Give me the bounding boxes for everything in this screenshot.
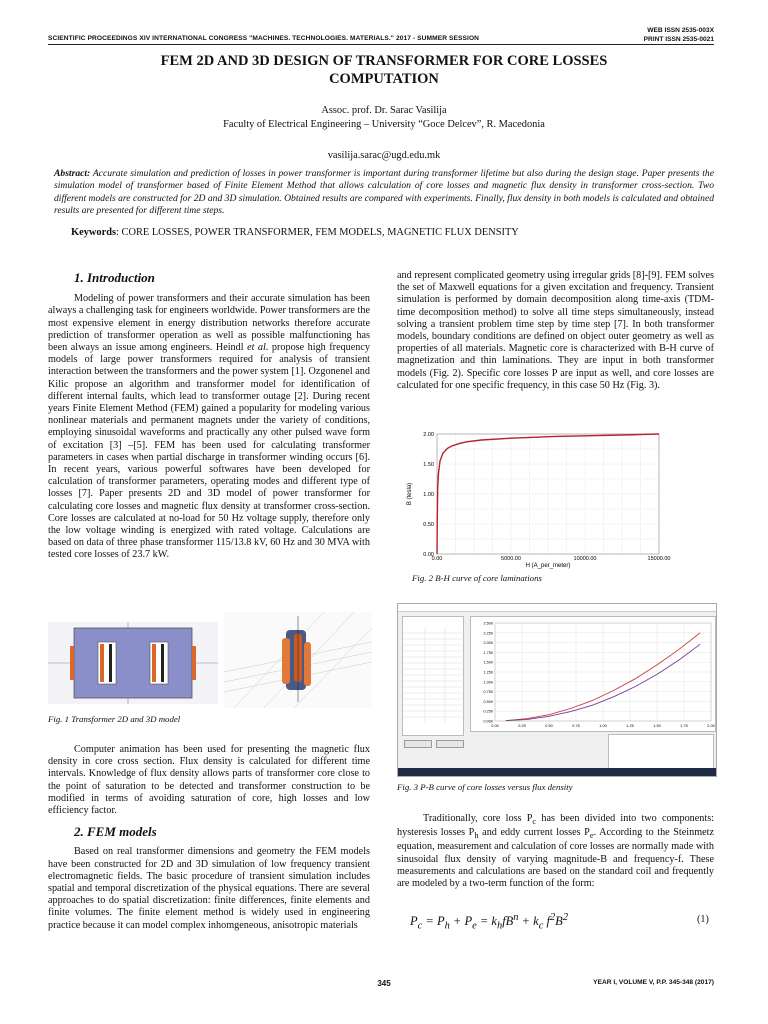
issn-block	[644, 26, 714, 44]
fem-paragraph-1: Based on real transformer dimensions and geometry the FEM models have been constructed for 2D and 3D simulation of low frequency transient electromagnetic fields. The basic procedure of transient simulation includes spatial and temporal discretization of the physical equations. There are several approaches to do spatial discretization: finite differences, finite elements and finite volumes. The finite element method is widely used in engineering practice because it can model complex inhomgeneous, anisotropic materials	[48, 846, 370, 931]
figure-1-3d-model	[224, 612, 372, 708]
pb-x-tick-label: 1.75	[680, 724, 688, 728]
steinmetz-equation: $P_c = P_h + P_e = k_hfB^n + k_c$ $f^2B^2$	[410, 912, 569, 932]
keywords	[71, 227, 714, 238]
paper-title	[60, 52, 708, 88]
figure-2-bh-chart	[397, 426, 671, 570]
header-rule	[48, 44, 714, 45]
pb-x-tick-label: 1.00	[599, 724, 607, 728]
web-issn: WEB ISSN 2535-003X	[647, 27, 714, 34]
core-loss-paragraph: Traditionally, core loss $P_c$ has been divided into two components: hysteresis losses $P_h$ and eddy current losses $P_e$. According to the Steinmetz equation, measurement and calculation of core losses are normally made with sinusoidal flux density of varying magnitude-B and frequency-f. These measurements and calculations are based on the standard coil and frequently are modeled by a two-term function of the form:	[397, 813, 715, 890]
bh-x-tick-label: 5000.00	[501, 556, 521, 562]
intro-paragraph-1: Modeling of power transformers and their accurate simulation has been always a challenging task for engineers worldwide. Power transformers are the most expensive element in energy distribution networks therefore accurate prediction of transformer operation as well as possible malfunctioning has been always an issue among engineers. Heindl et al. propose high frequency models of large power transformers required for analysis of transient interaction between the transformers and the power system [1]. Ozgonenel and Kilic propose an algorithm and transformer model for identification of different internal faults, which lead to transformer outage [2]. During recent years Finite Element Method (FEM) gained a popularity for modeling various nonlinear materials and permanent magnets under the variety of conditions, employing sinusoidal waveforms and practically any other pulsed wave form of excitation [3] –[5]. FEM has been used for calculating transformer parameters in cases when partial discharge in transformer winding occurs [6]. In recent years, various powerful softwares have been developed for calculation of transformer parameters, operating modes and different type of losses [7]. Paper presents 2D and 3D model of power transformer for calculating core losses and magnetic flux density at transformer cross-section. Core losses are calculated at no-load for 50 Hz voltage supply, therefore only the low voltage winding is energized with rated voltage. Calculations are based on data of three phase transformer 115/13.8 kV, 60 Hz and 30 MVA with tested core losses of 23.7 kW.	[48, 293, 371, 561]
footer-volume: YEAR I, VOLUME V, P.P. 345-348 (2017)	[593, 979, 714, 986]
running-header: SCIENTIFIC PROCEEDINGS XIV INTERNATIONAL CONGRESS "MACHINES. TECHNOLOGIES. MATERIALS." 2017 - SUMMER SESSION	[48, 35, 480, 42]
pb-y-tick-label: 2.250	[483, 631, 493, 636]
screenshot-taskbar	[398, 768, 716, 776]
pb-curve-svg	[471, 617, 717, 733]
pb-y-tick-label: 2.000	[483, 641, 493, 646]
pb-x-tick-label: 1.25	[626, 724, 634, 728]
pb-y-tick-label: 1.500	[483, 660, 493, 665]
screenshot-button-ok	[404, 740, 432, 748]
pb-x-tick-label: 0.00	[491, 724, 499, 728]
pb-y-tick-label: 2.500	[483, 621, 493, 626]
pb-y-tick-label: 1.750	[483, 650, 493, 655]
bh-y-tick-label: 0.50	[423, 522, 434, 528]
title-line-1: FEM 2D AND 3D DESIGN OF TRANSFORMER FOR CORE LOSSES	[160, 53, 608, 69]
bh-y-tick-label: 0.00	[423, 552, 434, 558]
pb-y-tick-label: 1.250	[483, 670, 493, 675]
pb-y-tick-label: 0.000	[483, 719, 493, 724]
abstract-label: Abstract:	[54, 168, 91, 179]
figure-1-2d-model	[48, 622, 218, 704]
intro-paragraph-2: Computer animation has been used for presenting the magnetic flux density in core cross section. Flux density is calculated for different time intervals. Knowledge of flux density allows parts of transformer core close to the point of saturation to be detected and transformer construction to be modified in terms of avoiding saturation of core, high losses and low efficiency factor.	[48, 744, 370, 817]
page-number: 345	[377, 979, 391, 988]
fem-paragraph-2: and represent complicated geometry using irregular grids [8]-[9]. FEM solves the set of Maxwell equations for a given excitation and frequency. Transient simulation is performed by domain decomposition along time-axis (TDM-time decomposition method) to solve all time steps simultaneously, instead solving a transient problem time step by time step [7]. In both transformer models, boundary conditions are defined on object outer geometry as well as properties of all materials. Magnetic core is characterized with B-H curve of magnetization and thin laminations. They are input in both transformer models (Fig. 2). Specific core losses P are input as well, and core losses are calculated for one specific frequency, in this case 50 Hz (Fig. 3).	[397, 270, 714, 391]
intro-continued	[48, 744, 370, 932]
pb-y-tick-label: 0.500	[483, 699, 493, 704]
right-column-top	[397, 270, 714, 392]
screenshot-titlebar	[398, 604, 716, 612]
pb-x-tick-label: 0.25	[518, 724, 526, 728]
right-column-bottom	[397, 813, 714, 890]
figure-2-caption: Fig. 2 B-H curve of core laminations	[412, 573, 542, 583]
author-affiliation: Faculty of Electrical Engineering – University “Goce Delcev”, R. Macedonia	[223, 119, 545, 130]
equation-number: (1)	[697, 914, 709, 925]
pb-x-tick-label: 1.50	[653, 724, 661, 728]
pb-x-tick-label: 0.50	[545, 724, 553, 728]
bh-x-axis-label: H (A_per_meter)	[525, 563, 571, 569]
bh-curve-svg	[397, 426, 671, 570]
bh-x-tick-label: 10000.00	[573, 556, 597, 562]
abstract	[54, 168, 714, 218]
intro-section	[48, 272, 370, 562]
figure-1-caption: Fig. 1 Transformer 2D and 3D model	[48, 714, 181, 724]
screenshot-data-table	[402, 616, 464, 736]
abstract-text: Accurate simulation and prediction of losses in power transformer is important during transformer lifetime but also during the design stage. Paper presents the simulation model of transformer based of Finite Element Method that allows calculation of core losses and magnetic flux density in transformer cross-section. Two different models are constructed for 2D and 3D simulation. Obtained results are compared with experiments. Finally, flux density in both models is calculated and obtained results are presented for different time steps.	[54, 168, 714, 217]
section-heading-fem: 2. FEM models	[74, 824, 157, 840]
print-issn: PRINT ISSN 2535-0021	[643, 36, 714, 43]
author-email: vasilija.sarac@ugd.edu.mk	[327, 150, 441, 161]
screenshot-parameter-panel	[608, 734, 714, 770]
keywords-text: : CORE LOSSES, POWER TRANSFORMER, FEM MODELS, MAGNETIC FLUX DENSITY	[116, 227, 519, 238]
pb-y-tick-label: 1.000	[483, 680, 493, 685]
pb-x-tick-label: 2.00	[707, 724, 715, 728]
bh-y-tick-label: 1.50	[423, 462, 434, 468]
pb-x-tick-label: 0.75	[572, 724, 580, 728]
bh-y-tick-label: 2.00	[423, 432, 434, 438]
pb-y-tick-label: 0.750	[483, 690, 493, 695]
author-block	[60, 104, 708, 132]
figure-3-screenshot	[397, 603, 717, 777]
bh-x-tick-label: 15000.00	[647, 556, 671, 562]
bh-x-tick-label: 0.00	[431, 556, 443, 562]
screenshot-button-cancel	[436, 740, 464, 748]
bh-y-axis-label: B (tesla)	[407, 482, 413, 506]
title-line-2: COMPUTATION	[329, 71, 439, 87]
section-heading-intro: 1. Introduction	[74, 270, 155, 285]
author-name: Assoc. prof. Dr. Sarac Vasilija	[321, 105, 447, 116]
pb-chart-frame	[470, 616, 716, 732]
bh-y-tick-label: 1.00	[423, 492, 434, 498]
keywords-label: Keywords	[71, 227, 117, 238]
figure-3-caption: Fig. 3 P-B curve of core losses versus flux density	[397, 782, 573, 792]
pb-y-tick-label: 0.250	[483, 709, 493, 714]
